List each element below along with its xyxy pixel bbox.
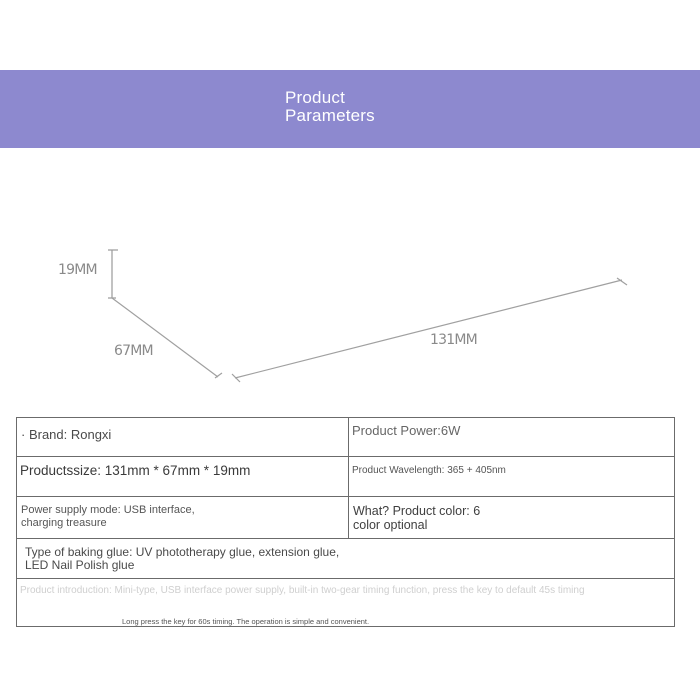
color-line-2: color optional xyxy=(353,518,428,532)
length-dimension-label: 131MM xyxy=(430,332,477,348)
glue-line-2: LED Nail Polish glue xyxy=(25,558,135,572)
intro-cell: Product introduction: Mini-type, USB interface power supply, built-in two-gear timing function, press the key to default 45s timing xyxy=(20,585,585,596)
glue-line-1: Type of baking glue: UV phototherapy glue, extension glue, xyxy=(25,545,340,559)
banner-title xyxy=(285,89,375,125)
brand-cell: · Brand: Rongxi xyxy=(21,427,112,442)
dimension-diagram xyxy=(0,230,700,400)
timing-note: Long press the key for 60s timing. The operation is simple and convenient. xyxy=(122,617,370,626)
glue-cell xyxy=(25,546,339,572)
supply-line-2: charging treasure xyxy=(21,517,107,529)
supply-cell xyxy=(21,504,195,530)
color-cell xyxy=(353,504,480,532)
dimension-lines xyxy=(0,230,700,400)
size-cell: Productssize: 131mm * 67mm * 19mm xyxy=(20,463,251,478)
banner-title-line2: Parameters xyxy=(285,106,375,125)
power-cell: Product Power:6W xyxy=(352,423,461,438)
header-banner xyxy=(0,70,700,148)
spec-table xyxy=(16,417,675,627)
banner-title-line1: Product xyxy=(285,88,345,107)
wavelength-cell: Product Wavelength: 365 + 405nm xyxy=(352,465,506,476)
supply-line-1: Power supply mode: USB interface, xyxy=(21,504,195,516)
width-dimension-label: 67MM xyxy=(114,343,153,359)
color-line-1: What? Product color: 6 xyxy=(353,504,481,518)
height-dimension-label: 19MM xyxy=(58,262,97,278)
